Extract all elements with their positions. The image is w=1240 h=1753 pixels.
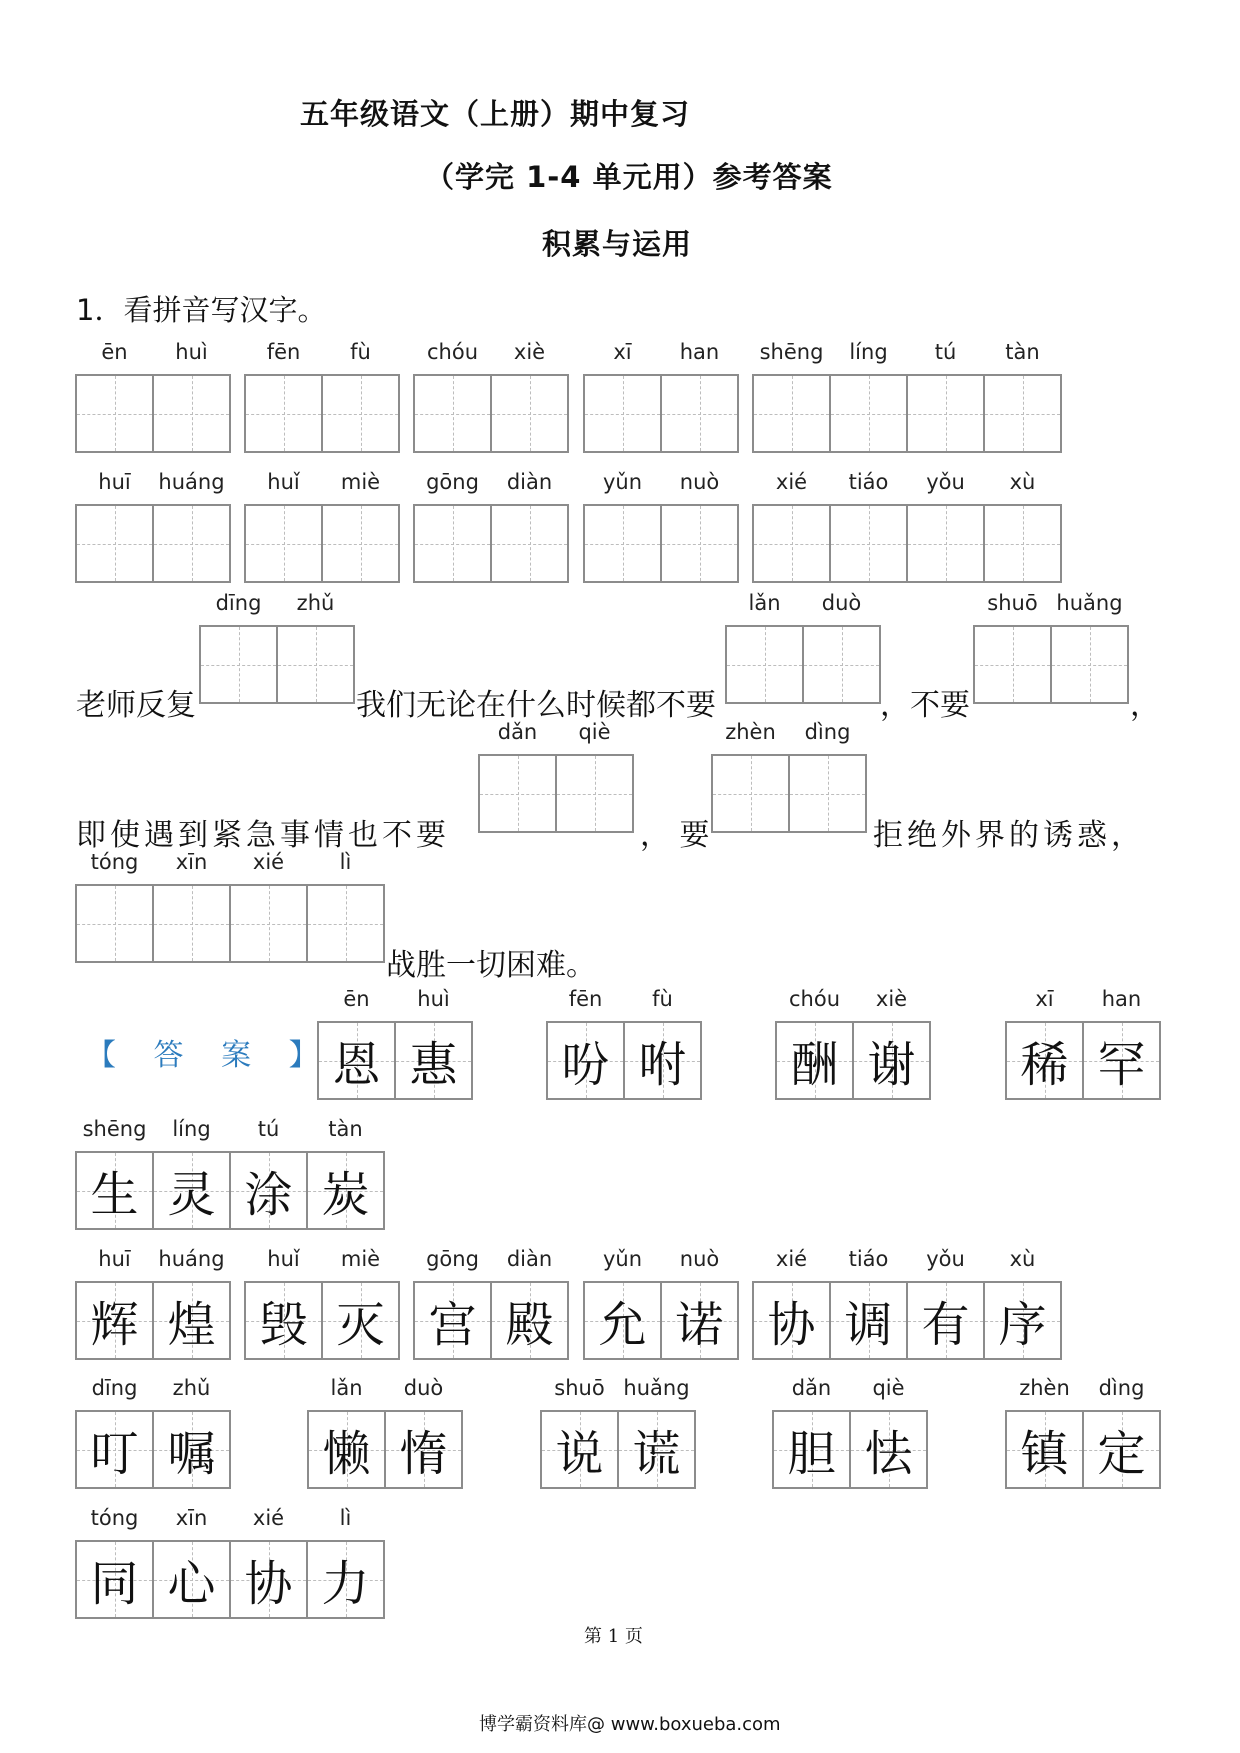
answer-char: 同 [90,1556,139,1612]
answer-word [546,987,702,1100]
pinyin-label: yǔn [602,1247,643,1271]
pinyin-label: miè [340,1247,381,1271]
answer-char-box [752,1247,831,1360]
answer-char: 稀 [1020,1037,1069,1093]
char-box[interactable] [75,340,154,453]
pinyin-label: qiè [578,720,611,744]
char-box[interactable] [244,470,323,583]
char-box[interactable] [413,470,492,583]
answer-char-box [152,1506,231,1619]
blank-word[interactable] [752,470,1062,583]
answer-char: 殿 [505,1297,554,1353]
pinyin-label: lì [339,1506,352,1530]
answer-char-box [546,987,625,1100]
pinyin-label: xīn [175,1506,208,1530]
answer-char: 允 [598,1297,647,1353]
answer-word [75,1117,385,1230]
answer-char-box [75,1506,154,1619]
pinyin-label: tóng [90,850,139,874]
pinyin-label: han [1101,987,1142,1011]
answer-char: 炭 [321,1167,370,1223]
section-title: 积累与运用 [542,227,693,261]
pinyin-label: dīng [215,591,262,615]
pinyin-label: xīn [175,850,208,874]
pinyin-label: dìng [804,720,851,744]
answer-char: 惠 [409,1037,458,1093]
pinyin-label: shēng [759,340,824,364]
pinyin-label: diàn [506,1247,553,1271]
pinyin-label: duò [821,591,862,615]
answer-word [1005,987,1161,1100]
answer-label: 【 答 案 】 [86,1038,333,1073]
pinyin-label: han [679,340,720,364]
blank-word[interactable] [711,720,867,833]
answer-char-box [906,1247,985,1360]
answer-char-box [775,987,854,1100]
answer-char: 叮 [90,1426,139,1482]
char-box[interactable] [152,850,231,963]
sentence-part: ， [1130,688,1160,723]
answer-word [540,1376,696,1489]
char-box[interactable] [75,470,154,583]
pinyin-label: xù [1009,1247,1036,1271]
page-number: 第 1 页 [584,1626,643,1647]
pinyin-label: xiè [513,340,546,364]
answer-char: 灵 [167,1167,216,1223]
pinyin-label: shēng [82,1117,147,1141]
char-box[interactable] [321,470,400,583]
pinyin-label: xī [613,340,632,364]
blank-word[interactable] [75,340,231,453]
answer-char: 懒 [322,1426,371,1482]
answer-char: 嘱 [167,1426,216,1482]
answer-char: 涂 [244,1167,293,1223]
blank-word[interactable] [244,340,400,453]
pinyin-label: lǎn [330,1376,363,1400]
answer-char: 煌 [167,1297,216,1353]
blank-word[interactable] [413,470,569,583]
pinyin-label: duò [403,1376,444,1400]
answer-char-box [394,987,473,1100]
answer-char-box [244,1247,323,1360]
pinyin-label: shuō [987,591,1038,615]
sentence-part: ，不要 [880,688,970,723]
answer-char-box [617,1376,696,1489]
answer-char-box [306,1506,385,1619]
blank-word[interactable] [244,470,400,583]
char-box[interactable] [152,340,231,453]
answer-char-box [660,1247,739,1360]
answer-char-box [384,1376,463,1489]
char-box[interactable] [829,470,908,583]
pinyin-label: huǎng [1056,591,1123,615]
answer-char: 协 [767,1297,816,1353]
answer-char-box [75,1247,154,1360]
pinyin-label: tàn [1005,340,1040,364]
answer-char: 协 [244,1556,293,1612]
pinyin-label: xiè [875,987,908,1011]
answer-char-box [152,1117,231,1230]
pinyin-label: zhèn [1019,1376,1070,1400]
char-box[interactable] [802,591,881,704]
pinyin-label: tóng [90,1506,139,1530]
page-title: 五年级语文（上册）期中复习 [300,97,691,131]
pinyin-label: zhǔ [296,591,335,615]
pinyin-label: huì [417,987,450,1011]
answer-word [75,1376,231,1489]
char-box[interactable] [244,340,323,453]
blank-word[interactable] [752,340,1062,453]
char-box[interactable] [276,591,355,704]
blank-word[interactable] [973,591,1129,704]
answer-word [772,1376,928,1489]
pinyin-label: dǎn [497,720,538,744]
answer-char-box [1082,1376,1161,1489]
pinyin-label: tú [257,1117,280,1141]
answer-char-box [540,1376,619,1489]
char-box[interactable] [752,470,831,583]
pinyin-label: huáng [158,1247,225,1271]
answer-char: 辉 [90,1297,139,1353]
answer-char-box [983,1247,1062,1360]
answer-char-box [413,1247,492,1360]
answer-char: 咐 [638,1037,687,1093]
answer-word [75,1247,231,1360]
char-box[interactable] [983,470,1062,583]
pinyin-label: dīng [91,1376,138,1400]
pinyin-label: huì [175,340,208,364]
answer-char: 吩 [561,1037,610,1093]
char-box[interactable] [478,720,557,833]
char-box[interactable] [906,340,985,453]
answer-char: 镇 [1020,1426,1069,1482]
answer-word [75,1506,385,1619]
char-box[interactable] [788,720,867,833]
blank-word[interactable] [199,591,355,704]
pinyin-label: huǐ [267,470,300,494]
answer-char-box [1005,987,1084,1100]
pinyin-label: dìng [1098,1376,1145,1400]
pinyin-label: xié [775,470,808,494]
char-box[interactable] [973,591,1052,704]
char-box[interactable] [752,340,831,453]
answer-word [752,1247,1062,1360]
answer-char: 罕 [1097,1037,1146,1093]
pinyin-label: fù [350,340,371,364]
answer-char-box [623,987,702,1100]
pinyin-label: xī [1035,987,1054,1011]
answer-char-box [1005,1376,1084,1489]
answer-char: 生 [90,1167,139,1223]
answer-char: 诺 [675,1297,724,1353]
answer-char: 力 [321,1556,370,1612]
answer-char-box [75,1117,154,1230]
pinyin-label: fēn [266,340,301,364]
char-box[interactable] [906,470,985,583]
answer-char: 毁 [259,1297,308,1353]
pinyin-label: zhǔ [172,1376,211,1400]
pinyin-label: qiè [872,1376,905,1400]
answer-char-box [152,1247,231,1360]
answer-char: 有 [921,1297,970,1353]
char-box[interactable] [490,470,569,583]
pinyin-label: miè [340,470,381,494]
answer-char: 胆 [787,1426,836,1482]
answer-char: 心 [167,1556,216,1612]
char-box[interactable] [829,340,908,453]
answer-char: 恩 [332,1037,381,1093]
pinyin-label: xù [1009,470,1036,494]
sentence-part: 我们无论在什么时候都不要 [356,688,716,723]
char-box[interactable] [490,340,569,453]
pinyin-label: chóu [788,987,840,1011]
pinyin-label: lì [339,850,352,874]
answer-char-box [229,1506,308,1619]
char-box[interactable] [555,720,634,833]
answer-char: 定 [1097,1426,1146,1482]
pinyin-label: tiáo [848,470,889,494]
pinyin-label: gōng [426,1247,479,1271]
char-box[interactable] [1050,591,1129,704]
sentence-part: 战胜一切困难。 [386,948,596,983]
pinyin-label: huáng [158,470,225,494]
blank-word[interactable] [75,470,231,583]
answer-char: 调 [844,1297,893,1353]
blank-word[interactable] [75,850,385,963]
pinyin-label: dǎn [791,1376,832,1400]
char-box[interactable] [199,591,278,704]
pinyin-label: chóu [426,340,478,364]
answer-word [413,1247,569,1360]
char-box[interactable] [152,470,231,583]
answer-word [583,1247,739,1360]
pinyin-label: huī [98,470,131,494]
pinyin-label: yǒu [926,470,965,494]
char-box[interactable] [583,340,662,453]
char-box[interactable] [660,470,739,583]
char-box[interactable] [321,340,400,453]
pinyin-label: yǔn [602,470,643,494]
answer-char-box [229,1117,308,1230]
pinyin-label: tàn [328,1117,363,1141]
char-box[interactable] [75,850,154,963]
answer-word [317,987,473,1100]
answer-char-box [317,987,396,1100]
pinyin-label: ēn [101,340,128,364]
pinyin-label: nuò [679,1247,720,1271]
answer-char: 序 [998,1297,1047,1353]
pinyin-label: huǐ [267,1247,300,1271]
pinyin-label: huǎng [623,1376,690,1400]
pinyin-label: lǎn [748,591,781,615]
pinyin-label: xié [252,1506,285,1530]
pinyin-label: shuō [554,1376,605,1400]
question-title: 1．看拼音写汉字。 [76,293,327,327]
blank-word[interactable] [478,720,634,833]
pinyin-label: fù [652,987,673,1011]
answer-char-box [772,1376,851,1489]
answer-char: 说 [555,1426,604,1482]
blank-word[interactable] [583,340,739,453]
answer-char-box [307,1376,386,1489]
pinyin-label: líng [849,340,888,364]
pinyin-label: líng [172,1117,211,1141]
answer-char: 怯 [864,1426,913,1482]
answer-char-box [75,1376,154,1489]
answer-word [244,1247,400,1360]
answer-char-box [829,1247,908,1360]
pinyin-label: zhèn [725,720,776,744]
char-box[interactable] [306,850,385,963]
answer-char: 灭 [336,1297,385,1353]
answer-char-box [321,1247,400,1360]
pinyin-label: diàn [506,470,553,494]
pinyin-label: tiáo [848,1247,889,1271]
char-box[interactable] [413,340,492,453]
answer-char-box [583,1247,662,1360]
pinyin-label: fēn [568,987,603,1011]
char-box[interactable] [229,850,308,963]
pinyin-label: nuò [679,470,720,494]
char-box[interactable] [660,340,739,453]
pinyin-label: tú [934,340,957,364]
pinyin-label: gōng [426,470,479,494]
sentence-part: ， 要 [640,818,710,853]
answer-char-box [306,1117,385,1230]
blank-word[interactable] [583,470,739,583]
answer-char: 酬 [790,1037,839,1093]
sentence-part: 即使遇到紧急事情也不要 [76,818,450,853]
answer-char: 谢 [867,1037,916,1093]
answer-char: 谎 [632,1426,681,1482]
answer-char: 惰 [399,1426,448,1482]
pinyin-label: huī [98,1247,131,1271]
char-box[interactable] [711,720,790,833]
blank-word[interactable] [725,591,881,704]
pinyin-label: xié [775,1247,808,1271]
sentence-part: 拒绝外界的诱惑， [873,818,1145,853]
answer-char: 宫 [428,1297,477,1353]
answer-char-box [852,987,931,1100]
footer-watermark: 博学霸资料库@ www.boxueba.com [479,1714,781,1735]
answer-char-box [490,1247,569,1360]
blank-word[interactable] [413,340,569,453]
pinyin-label: yǒu [926,1247,965,1271]
pinyin-label: xié [252,850,285,874]
sentence-part: 老师反复 [76,688,196,723]
char-box[interactable] [583,470,662,583]
answer-word [1005,1376,1161,1489]
answer-word [307,1376,463,1489]
answer-word [775,987,931,1100]
char-box[interactable] [983,340,1062,453]
answer-char-box [849,1376,928,1489]
answer-char-box [152,1376,231,1489]
page-subtitle: （学完 1-4 单元用）参考答案 [425,160,833,194]
answer-char-box [1082,987,1161,1100]
pinyin-label: ēn [343,987,370,1011]
char-box[interactable] [725,591,804,704]
